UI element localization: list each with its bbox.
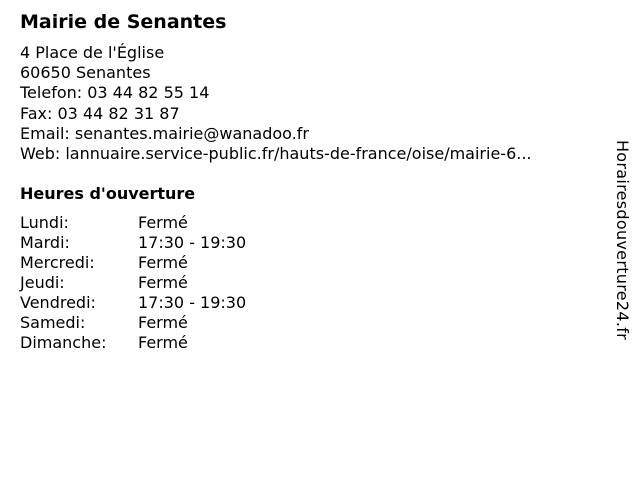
day-hours: Fermé: [138, 273, 188, 292]
day-label: Lundi:: [20, 213, 69, 232]
day-hours: Fermé: [138, 213, 188, 232]
fax-line: Fax: 03 44 82 31 87: [20, 103, 180, 123]
page-title: Mairie de Senantes: [20, 11, 227, 33]
opening-hours-heading: Heures d'ouverture: [20, 184, 196, 203]
web-line: Web: lannuaire.service-public.fr/hauts-de-france/oise/mairie-6...: [20, 143, 532, 163]
day-label: Vendredi:: [20, 293, 96, 312]
day-label: Mercredi:: [20, 253, 95, 272]
day-label: Samedi:: [20, 313, 86, 332]
day-hours: Fermé: [138, 333, 188, 352]
day-label: Dimanche:: [20, 333, 107, 352]
day-hours: 17:30 - 19:30: [138, 233, 247, 252]
address-line-city: 60650 Senantes: [20, 63, 151, 83]
site-watermark: Horairesdouverture24.fr: [613, 139, 632, 341]
day-label: Mardi:: [20, 233, 70, 252]
day-hours: 17:30 - 19:30: [138, 293, 247, 312]
day-hours: Fermé: [138, 313, 188, 332]
email-line: Email: senantes.mairie@wanadoo.fr: [20, 123, 309, 143]
phone-line: Telefon: 03 44 82 55 14: [20, 83, 210, 103]
contact-block: [20, 43, 532, 164]
day-label: Jeudi:: [20, 273, 65, 292]
address-line-street: 4 Place de l'Église: [20, 43, 165, 62]
day-hours: Fermé: [138, 253, 188, 272]
